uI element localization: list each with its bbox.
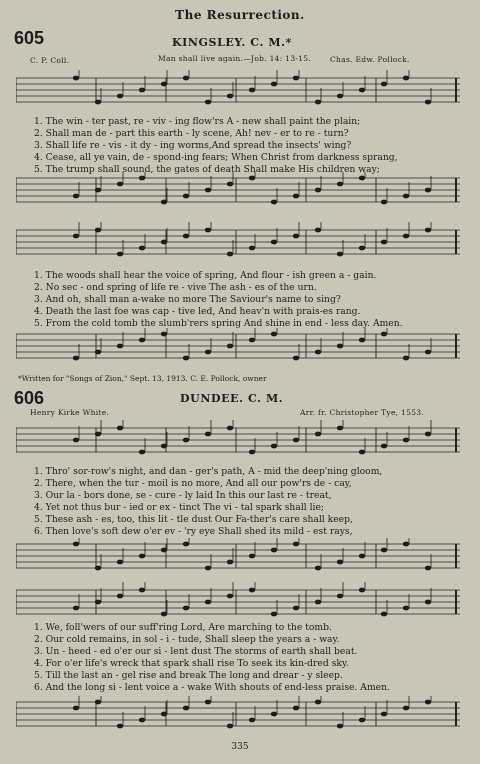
note-head bbox=[227, 252, 233, 257]
note-head bbox=[73, 606, 79, 611]
note-head bbox=[183, 194, 189, 199]
note-head bbox=[117, 344, 123, 349]
note-head bbox=[227, 426, 233, 431]
note-head bbox=[249, 450, 255, 455]
note-head bbox=[315, 350, 321, 355]
verse-line: 4. Yet not thus bur - ied or ex - tinct The vi - tal spark shall lie; bbox=[34, 502, 325, 513]
verse-block-606-2 bbox=[34, 622, 390, 694]
note-head bbox=[249, 246, 255, 251]
note-head bbox=[227, 182, 233, 187]
author-606: Henry Kirke White. bbox=[30, 408, 110, 417]
note-head bbox=[271, 712, 277, 717]
note-head bbox=[425, 700, 431, 705]
note-head bbox=[73, 76, 79, 81]
note-head bbox=[161, 444, 167, 449]
verse-line: 3. Un - heed - ed o'er our si - lent dust The storms of earth shall beat. bbox=[34, 646, 358, 657]
note-head bbox=[315, 228, 321, 233]
verse-line: 2. Shall man de - part this earth - ly scene, Ah! nev - er to re - turn? bbox=[34, 128, 349, 139]
note-head bbox=[249, 718, 255, 723]
note-head bbox=[227, 560, 233, 565]
note-head bbox=[271, 82, 277, 87]
staff-lines bbox=[16, 582, 460, 624]
note-head bbox=[249, 88, 255, 93]
note-head bbox=[139, 718, 145, 723]
note-head bbox=[425, 600, 431, 605]
note-head bbox=[315, 100, 321, 105]
composer-605: Chas. Edw. Pollock. bbox=[330, 55, 410, 64]
staff-lines bbox=[16, 172, 460, 214]
note-head bbox=[337, 94, 343, 99]
note-head bbox=[227, 724, 233, 729]
note-head bbox=[73, 234, 79, 239]
note-head bbox=[425, 188, 431, 193]
verse-block-605-2 bbox=[34, 270, 403, 330]
note-head bbox=[359, 450, 365, 455]
note-head bbox=[271, 612, 277, 617]
bass-staff bbox=[16, 538, 460, 580]
note-head bbox=[249, 176, 255, 181]
note-head bbox=[117, 594, 123, 599]
note-head bbox=[95, 100, 101, 105]
footnote: *Written for "Songs of Zion," Sept. 13, 1913. C. E. Pollock, owner bbox=[18, 374, 267, 383]
note-head bbox=[95, 350, 101, 355]
bass-staff bbox=[16, 328, 460, 370]
note-head bbox=[117, 182, 123, 187]
note-head bbox=[425, 100, 431, 105]
note-head bbox=[293, 76, 299, 81]
note-head bbox=[249, 338, 255, 343]
note-head bbox=[315, 600, 321, 605]
note-head bbox=[183, 76, 189, 81]
verse-line: 1. The woods shall hear the voice of spring, And flour - ish green a - gain. bbox=[34, 270, 377, 281]
note-head bbox=[139, 338, 145, 343]
note-head bbox=[403, 706, 409, 711]
note-head bbox=[271, 548, 277, 553]
staff-lines bbox=[16, 70, 460, 112]
composer-606: Arr. fr. Christopher Tye, 1553. bbox=[300, 408, 425, 417]
verse-line: 6. Then love's soft dew o'er ev - 'ry eye Shall shed its mild - est rays, bbox=[34, 526, 353, 537]
note-head bbox=[293, 542, 299, 547]
note-head bbox=[73, 356, 79, 361]
note-head bbox=[403, 234, 409, 239]
note-head bbox=[161, 82, 167, 87]
note-head bbox=[117, 560, 123, 565]
note-head bbox=[183, 438, 189, 443]
note-head bbox=[73, 706, 79, 711]
note-head bbox=[139, 554, 145, 559]
verse-line: 1. Thro' sor-row's night, and dan - ger's path, A - mid the deep'ning gloom, bbox=[34, 466, 383, 477]
note-head bbox=[73, 438, 79, 443]
note-head bbox=[161, 612, 167, 617]
verse-line: 2. Our cold remains, in sol - i - tude, Shall sleep the years a - way. bbox=[34, 634, 340, 645]
note-head bbox=[425, 350, 431, 355]
note-head bbox=[315, 566, 321, 571]
note-head bbox=[403, 542, 409, 547]
note-head bbox=[359, 718, 365, 723]
note-head bbox=[183, 542, 189, 547]
note-head bbox=[337, 252, 343, 257]
note-head bbox=[315, 188, 321, 193]
note-head bbox=[95, 600, 101, 605]
note-head bbox=[227, 594, 233, 599]
note-head bbox=[139, 88, 145, 93]
note-head bbox=[161, 548, 167, 553]
note-head bbox=[205, 188, 211, 193]
staff-lines bbox=[16, 222, 460, 264]
verse-line: 3. Our la - bors done, se - cure - ly laid In this our last re - treat, bbox=[34, 490, 332, 501]
note-head bbox=[381, 612, 387, 617]
note-head bbox=[381, 332, 387, 337]
note-head bbox=[249, 588, 255, 593]
note-head bbox=[161, 332, 167, 337]
note-head bbox=[381, 712, 387, 717]
note-head bbox=[381, 200, 387, 205]
note-head bbox=[337, 594, 343, 599]
note-head bbox=[95, 566, 101, 571]
note-head bbox=[271, 444, 277, 449]
verse-line: 4. Cease, all ye vain, de - spond-ing fears; When Christ from darkness sprang, bbox=[34, 152, 398, 163]
hymn-number-606: 606 bbox=[14, 388, 45, 408]
note-head bbox=[403, 606, 409, 611]
note-head bbox=[139, 246, 145, 251]
note-head bbox=[337, 426, 343, 431]
note-head bbox=[73, 542, 79, 547]
note-head bbox=[271, 240, 277, 245]
verse-line: 3. And oh, shall man a-wake no more The Saviour's name to sing? bbox=[34, 294, 341, 305]
note-head bbox=[315, 432, 321, 437]
note-head bbox=[337, 560, 343, 565]
note-head bbox=[359, 176, 365, 181]
note-head bbox=[425, 228, 431, 233]
note-head bbox=[73, 194, 79, 199]
note-head bbox=[315, 700, 321, 705]
treble-staff bbox=[16, 582, 460, 624]
note-head bbox=[139, 588, 145, 593]
verse-line: 6. And the long si - lent voice a - wake With shouts of end-less praise. Amen. bbox=[34, 682, 390, 693]
note-head bbox=[183, 706, 189, 711]
treble-staff bbox=[16, 222, 460, 264]
note-head bbox=[293, 234, 299, 239]
note-head bbox=[403, 438, 409, 443]
note-head bbox=[95, 700, 101, 705]
note-head bbox=[293, 356, 299, 361]
running-head: The Resurrection. bbox=[175, 8, 305, 22]
note-head bbox=[227, 94, 233, 99]
note-head bbox=[425, 432, 431, 437]
note-head bbox=[293, 438, 299, 443]
verse-line: 5. The trump shall sound, the gates of death Shall make His children way; bbox=[34, 164, 380, 175]
bass-staff bbox=[16, 172, 460, 214]
note-head bbox=[227, 344, 233, 349]
note-head bbox=[205, 566, 211, 571]
note-head bbox=[381, 548, 387, 553]
note-head bbox=[403, 194, 409, 199]
note-head bbox=[139, 450, 145, 455]
verse-line: 1. The win - ter past, re - viv - ing flow'rs A - new shall paint the plain; bbox=[34, 116, 361, 127]
verse-line: 4. Death the last foe was cap - tive led, And heav'n with prais-es rang. bbox=[34, 306, 361, 317]
note-head bbox=[117, 426, 123, 431]
note-head bbox=[205, 350, 211, 355]
note-head bbox=[205, 700, 211, 705]
note-head bbox=[403, 76, 409, 81]
note-head bbox=[205, 432, 211, 437]
verse-line: 4. For o'er life's wreck that spark shall rise To seek its kin-dred sky. bbox=[34, 658, 349, 669]
page-number: 335 bbox=[231, 742, 249, 752]
verse-line: 1. We, foll'wers of our suff'ring Lord, Are marching to the tomb. bbox=[34, 622, 332, 633]
note-head bbox=[359, 88, 365, 93]
note-head bbox=[293, 606, 299, 611]
verse-line: 2. There, when the tur - moil is no more, And all our pow'rs de - cay, bbox=[34, 478, 352, 489]
tune-name-606: DUNDEE. C. M. bbox=[180, 392, 284, 405]
note-head bbox=[403, 356, 409, 361]
note-head bbox=[117, 724, 123, 729]
note-head bbox=[381, 444, 387, 449]
tune-name-605: KINGSLEY. C. M.* bbox=[172, 36, 292, 49]
note-head bbox=[205, 100, 211, 105]
staff-lines bbox=[16, 328, 460, 370]
staff-lines bbox=[16, 538, 460, 580]
note-head bbox=[95, 228, 101, 233]
note-head bbox=[337, 182, 343, 187]
note-head bbox=[205, 228, 211, 233]
verse-block-606-1 bbox=[34, 466, 382, 538]
note-head bbox=[161, 200, 167, 205]
note-head bbox=[381, 240, 387, 245]
scripture-605: Man shall live again.—Job. 14: 13-15. bbox=[158, 54, 312, 63]
note-head bbox=[359, 246, 365, 251]
verse-line: 3. Shall life re - vis - it dy - ing worms,And spread the insects' wing? bbox=[34, 140, 352, 151]
verse-block-605-1 bbox=[34, 116, 398, 176]
note-head bbox=[381, 82, 387, 87]
note-head bbox=[183, 356, 189, 361]
note-head bbox=[95, 432, 101, 437]
note-head bbox=[139, 176, 145, 181]
verse-line: 5. From the cold tomb the slumb'rers spring And shine in end - less day. Amen. bbox=[34, 318, 403, 329]
note-head bbox=[95, 188, 101, 193]
author-605: C. P. Coll. bbox=[30, 56, 70, 65]
note-head bbox=[205, 600, 211, 605]
verse-line: 2. No sec - ond spring of life re - vive The ash - es of the urn. bbox=[34, 282, 317, 293]
note-head bbox=[117, 252, 123, 257]
note-head bbox=[183, 234, 189, 239]
note-head bbox=[183, 606, 189, 611]
note-head bbox=[161, 240, 167, 245]
note-head bbox=[271, 332, 277, 337]
note-head bbox=[337, 344, 343, 349]
staff-lines bbox=[16, 420, 460, 462]
bass-staff bbox=[16, 696, 460, 738]
note-head bbox=[293, 706, 299, 711]
note-head bbox=[359, 338, 365, 343]
note-head bbox=[359, 554, 365, 559]
verse-line: 5. Till the last an - gel rise and break The long and drear - y sleep. bbox=[34, 670, 343, 681]
note-head bbox=[293, 194, 299, 199]
treble-staff bbox=[16, 420, 460, 462]
note-head bbox=[117, 94, 123, 99]
note-head bbox=[271, 200, 277, 205]
note-head bbox=[359, 588, 365, 593]
hymn-number-605: 605 bbox=[14, 28, 45, 48]
note-head bbox=[161, 712, 167, 717]
note-head bbox=[249, 554, 255, 559]
staff-lines bbox=[16, 696, 460, 738]
verse-line: 5. These ash - es, too, this lit - tle dust Our Fa-ther's care shall keep, bbox=[34, 514, 353, 525]
note-head bbox=[425, 566, 431, 571]
note-head bbox=[337, 724, 343, 729]
treble-staff bbox=[16, 70, 460, 112]
